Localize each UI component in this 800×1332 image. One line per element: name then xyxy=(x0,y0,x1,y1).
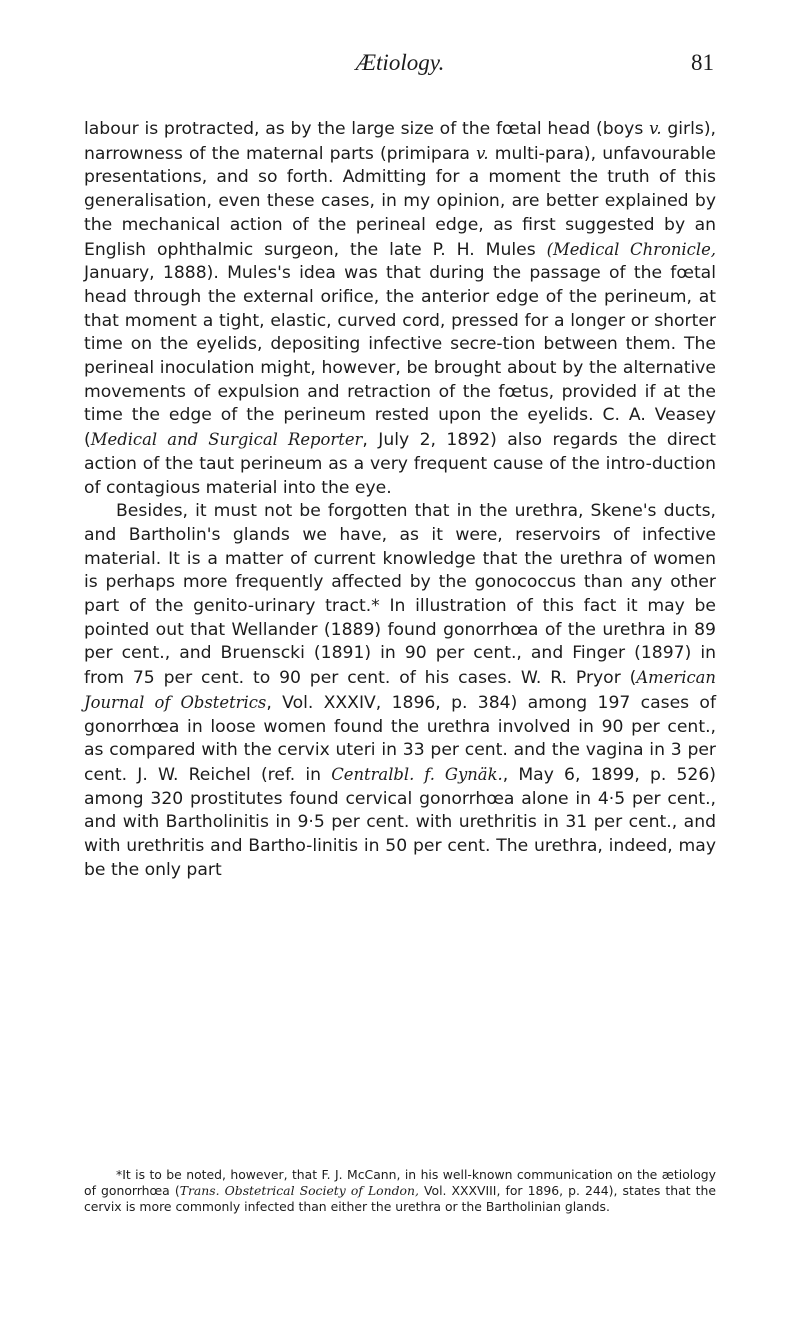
text-run: *It is to be noted, however, that F. J. McCann, in his well-known communication on the ætiology of gonorrhœa ( xyxy=(84,1167,716,1199)
text-run: Vol. XXXVIII, for 1896, p. 244), states that the cervix is more commonly infected than either the urethra or the Bartholinian glands. xyxy=(84,1183,716,1215)
footnote xyxy=(84,1167,716,1216)
body-text xyxy=(84,117,716,883)
text-run: , Vol. XXXIV, 1896, p. 384) among 197 cases of gonorrhœa in loose women found the urethra involved in 90 per cent., as compared with the cervix uteri in 33 per cent. and the vagina in 3 per cent. J. W. Reichel (ref. in xyxy=(84,692,717,785)
italic-run: v. xyxy=(649,119,662,138)
footnote-text xyxy=(84,1167,716,1216)
text-run: multi-para), unfavourable presentations, and so forth. Admitting for a moment the truth of this generalisation, even these cases, in my opinion, are better explained by the mechanical action of the perineal edge, as first suggested by an English ophthalmic surgeon, the late P. H. Mules xyxy=(84,143,717,260)
citation-centralbl-gynak: Centralbl. f. Gynäk. xyxy=(331,764,503,784)
citation-trans-obstetrical-society: Trans. Obstetrical Society of London, xyxy=(179,1183,419,1199)
text-run: , July 2, 1892) also regards the direct action of the taut perineum as a very frequent cause of the intro-duction of contagious material into the eye. xyxy=(84,430,716,498)
running-title: Ætiology. xyxy=(355,50,445,75)
page-number: 81 xyxy=(691,50,714,75)
paragraph-1 xyxy=(84,117,716,500)
citation-medical-chronicle: (Medical Chronicle, xyxy=(546,239,716,259)
text-run: , May 6, 1899, p. 526) among 320 prostitutes found cervical gonorrhœa alone in 4·5 per cent., and with Bartholinitis in 9·5 per cent. with urethritis in 31 per cent., and with urethritis and Bartho-linitis in 50 per cent. The urethra, indeed, may be the only part xyxy=(84,764,716,880)
text-run: Besides, it must not be forgotten that in the urethra, Skene's ducts, and Bartholin's glands we have, as it were, reservoirs of infective material. It is a matter of current knowledge that the urethra of women is perhaps more frequently affected by the gonococcus than any other part of the genito-urinary tract.* In illustration of this fact it may be pointed out that Wellander (1889) found gonorrhœa of the urethra in 89 per cent., and Bruenscki (1891) in 90 per cent., and Finger (1897) in from 75 per cent. to 90 per cent. of his cases. W. R. Pryor ( xyxy=(84,501,716,689)
italic-run: v. xyxy=(476,143,489,163)
text-run: labour is protracted, as by the large size of the fœtal head (boys xyxy=(84,119,650,139)
running-head xyxy=(0,50,800,80)
text-run: girls), narrowness of the maternal parts (primipara xyxy=(84,119,716,164)
text-run: January, 1888). Mules's idea was that during the passage of the fœtal head through the external orifice, the anterior edge of the perineum, at that moment a tight, elastic, curved cord, pressed for a longer or shorter time on the eyelids, depositing infective secre-tion between them. The perineal inoculation might, however, be brought about by the alternative movements of expulsion and retraction of the fœtus, provided if at the time the edge of the perineum rested upon the eyelids. C. A. Veasey ( xyxy=(84,263,716,451)
paragraph-2 xyxy=(84,500,716,882)
citation-medical-surgical-reporter: Medical and Surgical Reporter xyxy=(90,430,363,450)
citation-american-journal-obstetrics: American Journal of Obstetrics xyxy=(84,668,716,712)
